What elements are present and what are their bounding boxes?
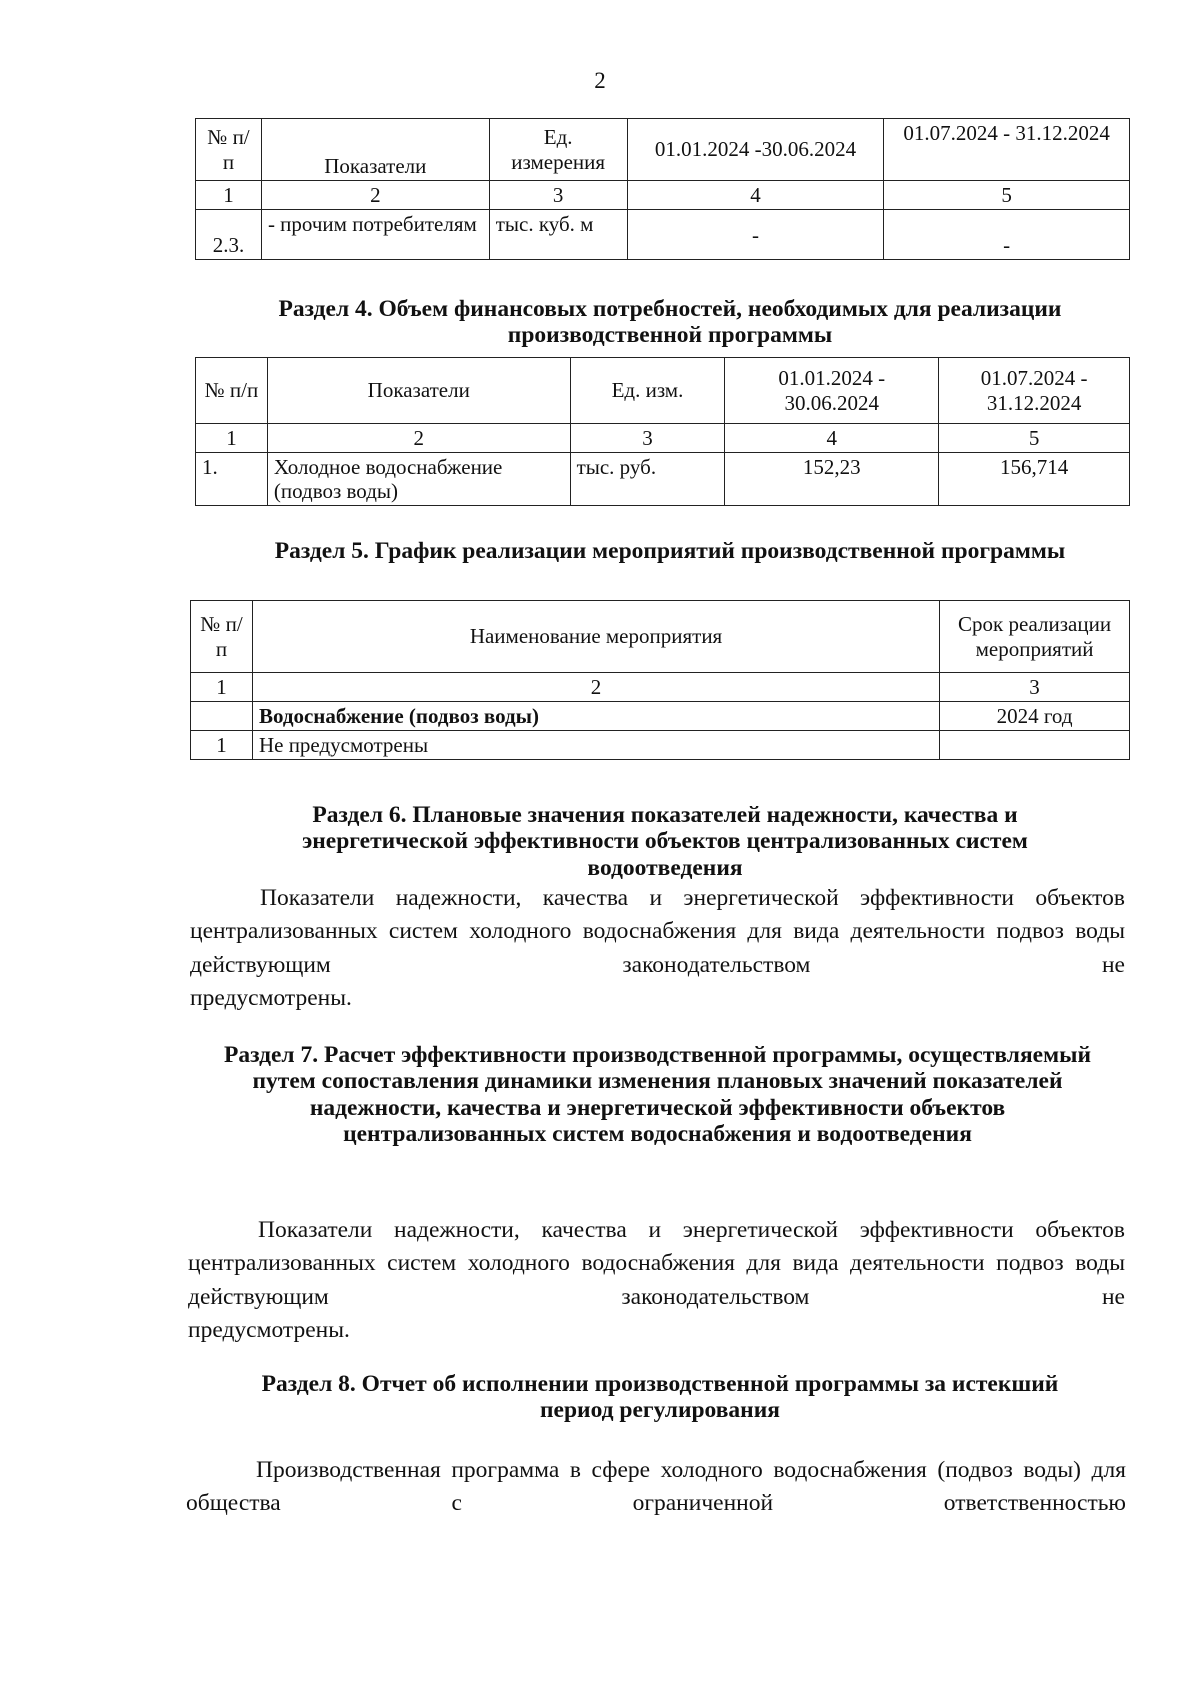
unit: тыс. куб. м <box>489 210 627 260</box>
column-number: 3 <box>940 673 1130 702</box>
column-number: 4 <box>627 181 884 210</box>
column-number: 5 <box>884 181 1130 210</box>
column-number-row <box>196 181 1130 210</box>
paragraph-text: Показатели надежности, качества и энергетической эффективности объектов централизованных систем холодного водоснабжения для вида деятельности подвоз воды действующим законодательством не <box>188 1217 1125 1310</box>
section8-paragraph <box>186 1454 1126 1521</box>
table-header-row <box>196 358 1130 424</box>
header-cell: № п/п <box>191 601 253 673</box>
row-number: 2.3. <box>196 210 262 260</box>
header-cell: Ед. измерения <box>489 119 627 181</box>
unit: тыс. руб. <box>570 453 725 506</box>
header-cell: Показатели <box>261 119 489 181</box>
value-h2: - <box>884 210 1130 260</box>
paragraph-text: Показатели надежности, качества и энергетической эффективности объектов централизованных систем холодного водоснабжения для вида деятельности подвоз воды действующим законодательством не <box>190 885 1125 978</box>
group-term: 2024 год <box>940 702 1130 731</box>
paragraph-text-end: предусмотрены. <box>190 985 352 1012</box>
table-header-row <box>196 119 1130 181</box>
section7-paragraph <box>188 1214 1125 1347</box>
value-h1: 152,23 <box>725 453 939 506</box>
row-number: 1 <box>191 731 253 760</box>
schedule-table <box>190 600 1130 760</box>
section4-title: Раздел 4. Объем финансовых потребностей, необходимых для реализации производственной программы <box>278 296 1062 349</box>
group-row <box>191 702 1130 731</box>
header-cell: Ед. изм. <box>570 358 725 424</box>
value-h1: - <box>627 210 884 260</box>
table-row <box>196 210 1130 260</box>
column-number: 5 <box>939 424 1130 453</box>
table-row <box>191 731 1130 760</box>
measure-term <box>940 731 1130 760</box>
column-number: 3 <box>489 181 627 210</box>
column-number-row <box>196 424 1130 453</box>
column-number: 3 <box>570 424 725 453</box>
column-number: 4 <box>725 424 939 453</box>
section6-title: Раздел 6. Плановые значения показателей надежности, качества и энергетической эффективности объектов централизованных систем водоотведения <box>302 802 1028 881</box>
header-cell: № п/п <box>196 358 268 424</box>
financial-needs-table <box>195 357 1130 506</box>
header-cell: Показатели <box>267 358 570 424</box>
header-cell: 01.01.2024 -30.06.2024 <box>627 119 884 181</box>
empty-cell <box>191 702 253 731</box>
indicator-name: - прочим потребителям <box>261 210 489 260</box>
header-cell: Срок реализации мероприятий <box>940 601 1130 673</box>
table-row <box>196 453 1130 506</box>
section5-title: Раздел 5. График реализации мероприятий производственной программы <box>274 538 1066 564</box>
column-number: 1 <box>196 424 268 453</box>
header-cell: 01.07.2024 - 31.12.2024 <box>884 119 1130 181</box>
column-number: 2 <box>261 181 489 210</box>
section6-paragraph <box>190 882 1125 1015</box>
column-number: 2 <box>252 673 939 702</box>
header-cell: Наименование мероприятия <box>252 601 939 673</box>
column-number: 1 <box>191 673 253 702</box>
group-label: Водоснабжение (подвоз воды) <box>252 702 939 731</box>
column-number: 2 <box>267 424 570 453</box>
column-number: 1 <box>196 181 262 210</box>
table-header-row <box>191 601 1130 673</box>
column-number-row <box>191 673 1130 702</box>
section8-title: Раздел 8. Отчет об исполнении производственной программы за истекший период регулирования <box>261 1371 1059 1424</box>
value-h2: 156,714 <box>939 453 1130 506</box>
page-number: 2 <box>594 68 606 93</box>
measure-name: Не предусмотрены <box>252 731 939 760</box>
paragraph-text-end: предусмотрены. <box>188 1317 350 1344</box>
indicator-name: Холодное водоснабжение (подвоз воды) <box>267 453 570 506</box>
header-cell: 01.07.2024 - 31.12.2024 <box>939 358 1130 424</box>
paragraph-text: Производственная программа в сфере холодного водоснабжения (подвоз воды) для общества с ограниченной ответственностью <box>186 1457 1126 1517</box>
section7-title: Раздел 7. Расчет эффективности производственной программы, осуществляемый путем сопоставления динамики изменения плановых значений показателей надежности, качества и энергетической эффективности объектов централизованных систем водоснабжения и водоотведения <box>223 1042 1092 1147</box>
indicators-table <box>195 118 1130 260</box>
header-cell: 01.01.2024 - 30.06.2024 <box>725 358 939 424</box>
row-number: 1. <box>196 453 268 506</box>
header-cell: № п/п <box>196 119 262 181</box>
